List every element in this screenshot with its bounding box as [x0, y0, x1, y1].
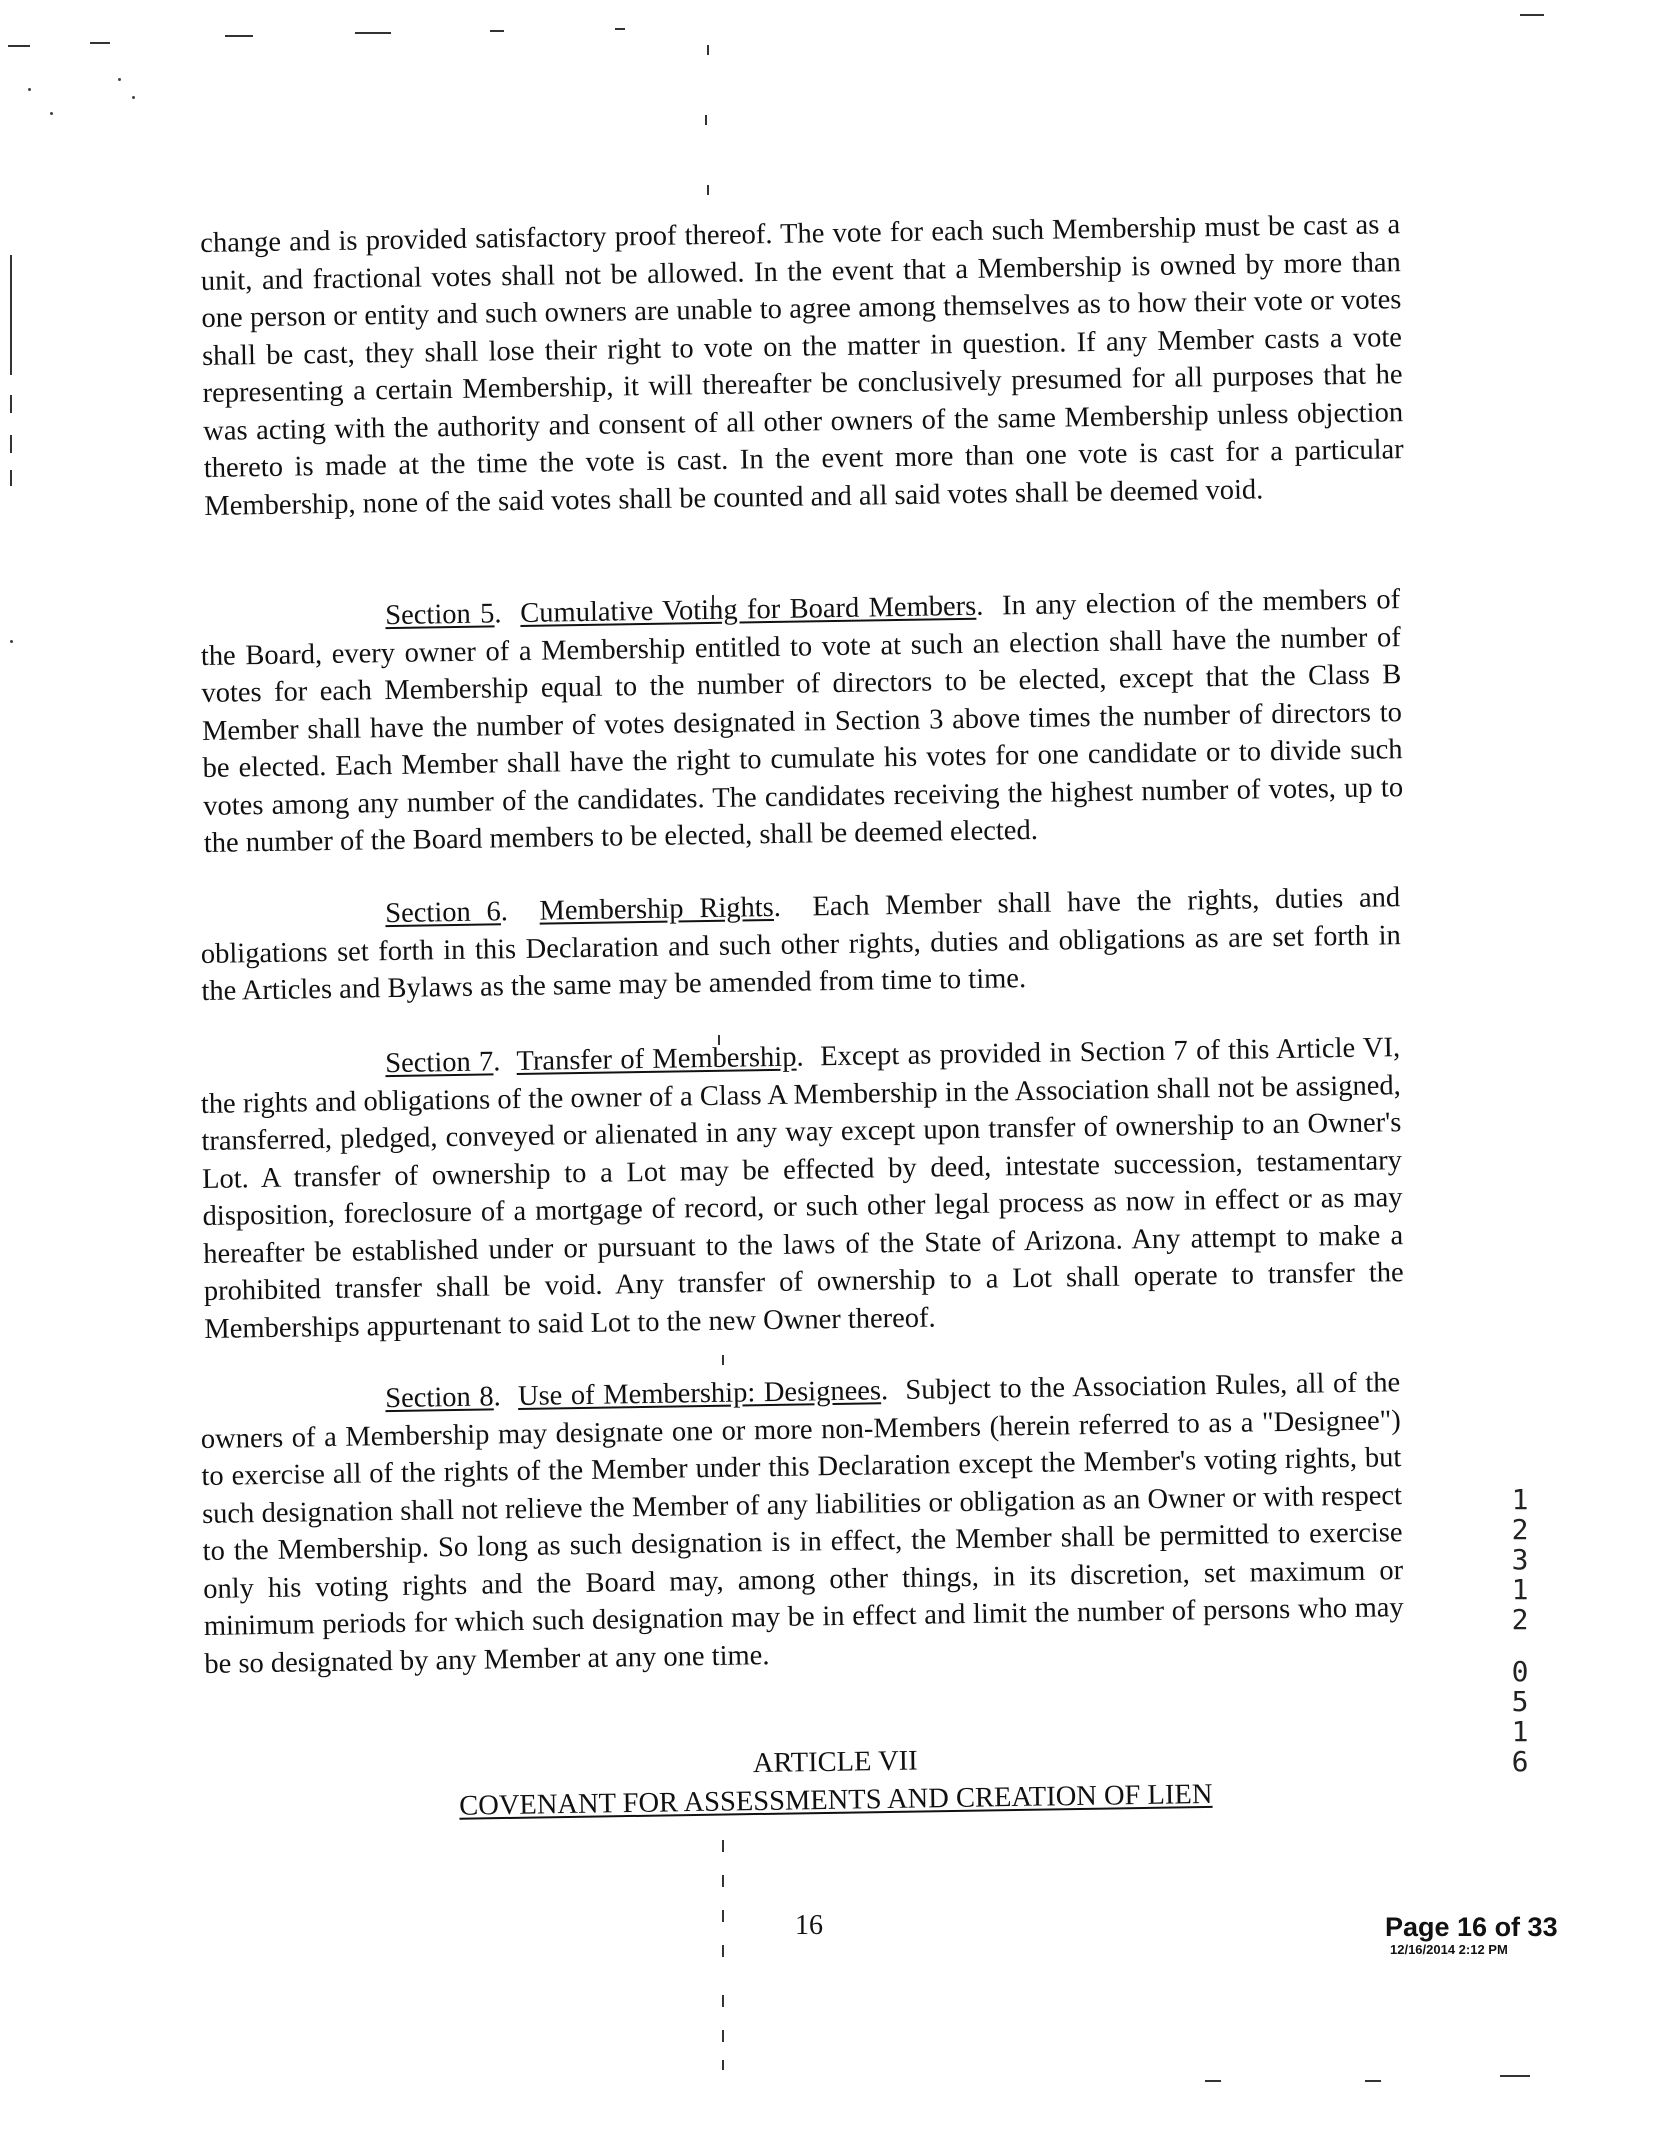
section-8: Section 8. Use of Membership: Designees. Subject to the Association Rules, all of the owners of a Membership may designate one or more non-Members (herein referred to as a "Designee") to exercise all of the rights of the Member under this Declaration except the Member's voting rights, but such designation shall not relieve the Member of any liabilities or obligation as an Owner or with respect to the Membership. So long as such designation is in effect, the Member shall be permitted to exercise only his voting rights and the Board may, among other things, in its discretion, set maximum or minimum periods for which such designation may be in effect and limit the number of persons who may be so designated by any Member at any one time. [200, 1367, 1404, 1680]
timestamp: 12/16/2014 2:12 PM [1390, 1942, 1508, 1957]
scan-mark [225, 35, 253, 37]
article-heading [440, 1738, 1231, 1826]
scan-mark [8, 45, 30, 47]
article-number: ARTICLE VII [752, 1745, 918, 1780]
continuation-paragraph [200, 206, 1405, 525]
section-number: Section 5 [385, 598, 495, 632]
section-body: Each Member shall have the rights, duties and obligations set forth in this Declaration and such other rights, duties and obligations as are set forth in the Articles and Bylaws as the same may be amended from time to time. [200, 882, 1401, 1007]
scan-mark [722, 1945, 724, 1957]
scan-dot [10, 640, 13, 643]
recording-number: 1 2 3 1 2 0 5 1 6 [1511, 1483, 1529, 1778]
scan-mark [1520, 14, 1544, 16]
scan-mark [1365, 2080, 1381, 2082]
scan-mark [1500, 2075, 1530, 2077]
scan-dot [132, 96, 135, 99]
section-body: In any election of the members of the Board, every owner of a Membership entitled to vote at such an election shall have the number of votes for each Membership equal to the number of directors to be elected, except that the Class B Member shall have the number of votes designated in Section 3 above times the number of directors to be elected. Each Member shall have the right to cumulate his votes for one candidate or to divide such votes among any number of the candidates. The candidates receiving the highest number of votes, up to the number of the Board members to be elected, shall be deemed elected. [200, 584, 1404, 859]
scan-mark [90, 42, 110, 44]
section-number: Section 8 [385, 1381, 494, 1415]
article-title: COVENANT FOR ASSESSMENTS AND CREATION OF LIEN [459, 1778, 1213, 1822]
paragraph-text: change and is provided satisfactory proof thereof. The vote for each such Membership must be cast as a unit, and fractional votes shall not be allowed. In the event that a Membership is owned by more than one person or entity and such owners are unable to agree among themselves as to how their vote or votes shall be cast, they shall lose their right to vote on the matter in question. If any Member casts a vote representing a certain Membership, it will thereafter be conclusively presumed for all purposes that he was acting with the authority and consent of all other owners of the same Membership unless objection thereto is made at the time the vote is cast. In the event more than one vote is cast for a particular Membership, none of the said votes shall be counted and all said votes shall be deemed void. [200, 209, 1404, 522]
scan-mark [722, 1840, 724, 1852]
scan-mark [10, 255, 12, 375]
scan-mark [1205, 2080, 1221, 2082]
section-5: Section 5. Cumulative Voting for Board Members. In any election of the members of the Board, every owner of a Membership entitled to vote at such an election shall have the number of votes for each Membership equal to the number of directors to be elected, except that the Class B Member shall have the number of votes designated in Section 3 above times the number of directors to be elected. Each Member shall have the right to cumulate his votes for one candidate or to divide such votes among any number of the candidates. The candidates receiving the highest number of votes, up to the number of the Board members to be elected, shall be deemed elected. [200, 584, 1404, 859]
scan-mark [707, 185, 709, 195]
section-6: Section 6. Membership Rights. Each Member shall have the rights, duties and obligations set forth in this Declaration and such other rights, duties and obligations as are set forth in the Articles and Bylaws as the same may be amended from time to time. [200, 882, 1401, 1007]
scan-mark [722, 1995, 724, 2007]
page-number: 16 [795, 1910, 823, 1941]
scan-mark [10, 395, 12, 413]
scan-mark [490, 30, 504, 32]
scan-mark [722, 2060, 724, 2070]
section-title: Use of Membership: Designees [517, 1375, 882, 1413]
scan-mark [707, 45, 709, 55]
scan-dot [118, 78, 121, 81]
page-stamp [1385, 1912, 1558, 1957]
scan-mark [722, 1355, 724, 1365]
scan-mark [615, 28, 625, 30]
section-number: Section 6 [385, 896, 502, 930]
section-number: Section 7 [385, 1046, 494, 1080]
scan-dot [50, 112, 53, 115]
section-7: Section 7. Transfer of Membership. Except as provided in Section 7 of this Article VI, the rights and obligations of the owner of a Class A Membership in the Association shall not be assigned, transferred, pledged, conveyed or alienated in any way except upon transfer of ownership to an Owner's Lot. A transfer of ownership to a Lot may be effected by deed, intestate succession, testamentary disposition, foreclosure of a mortgage of record, or such other legal process as now in effect or as may hereafter be established under or pursuant to the laws of the State of Arizona. Any attempt to make a prohibited transfer shall be void. Any transfer of ownership to a Lot shall operate to transfer the Memberships appurtenant to said Lot to the new Owner thereof. [200, 1032, 1404, 1345]
scan-mark [10, 435, 12, 453]
scan-dot [28, 88, 31, 91]
section-title: Cumulative Voting for Board Members [520, 590, 977, 629]
scan-mark [722, 1875, 724, 1887]
scan-mark [10, 470, 12, 486]
section-title: Membership Rights [539, 891, 775, 927]
section-body: Except as provided in Section 7 of this Article VI, the rights and obligations of the owner of a Class A Membership in the Association shall not be assigned, transferred, pledged, conveyed or alienated in any way except upon transfer of ownership to an Owner's Lot. A transfer of ownership to a Lot may be effected by deed, intestate succession, testamentary disposition, foreclosure of a mortgage of record, or such other legal process as now in effect or as may hereafter be established under or pursuant to the laws of the State of Arizona. Any attempt to make a prohibited transfer shall be void. Any transfer of ownership to a Lot shall operate to transfer the Memberships appurtenant to said Lot to the new Owner thereof. [200, 1032, 1404, 1345]
scan-mark [722, 2030, 724, 2042]
section-title: Transfer of Membership [516, 1041, 797, 1078]
section-body: Subject to the Association Rules, all of the owners of a Membership may designate one or more non-Members (herein referred to as a "Designee") to exercise all of the rights of the Member under this Declaration except the Member's voting rights, but such designation shall not relieve the Member of any liabilities or obligation as an Owner or with respect to the Membership. So long as such designation is in effect, the Member shall be permitted to exercise only his voting rights and the Board may, among other things, in its discretion, set maximum or minimum periods for which such designation may be in effect and limit the number of persons who may be so designated by any Member at any one time. [200, 1367, 1404, 1680]
scan-mark [355, 32, 391, 34]
scan-mark [722, 1910, 724, 1922]
scan-mark [705, 115, 707, 125]
page-label: Page 16 of 33 [1385, 1912, 1558, 1942]
